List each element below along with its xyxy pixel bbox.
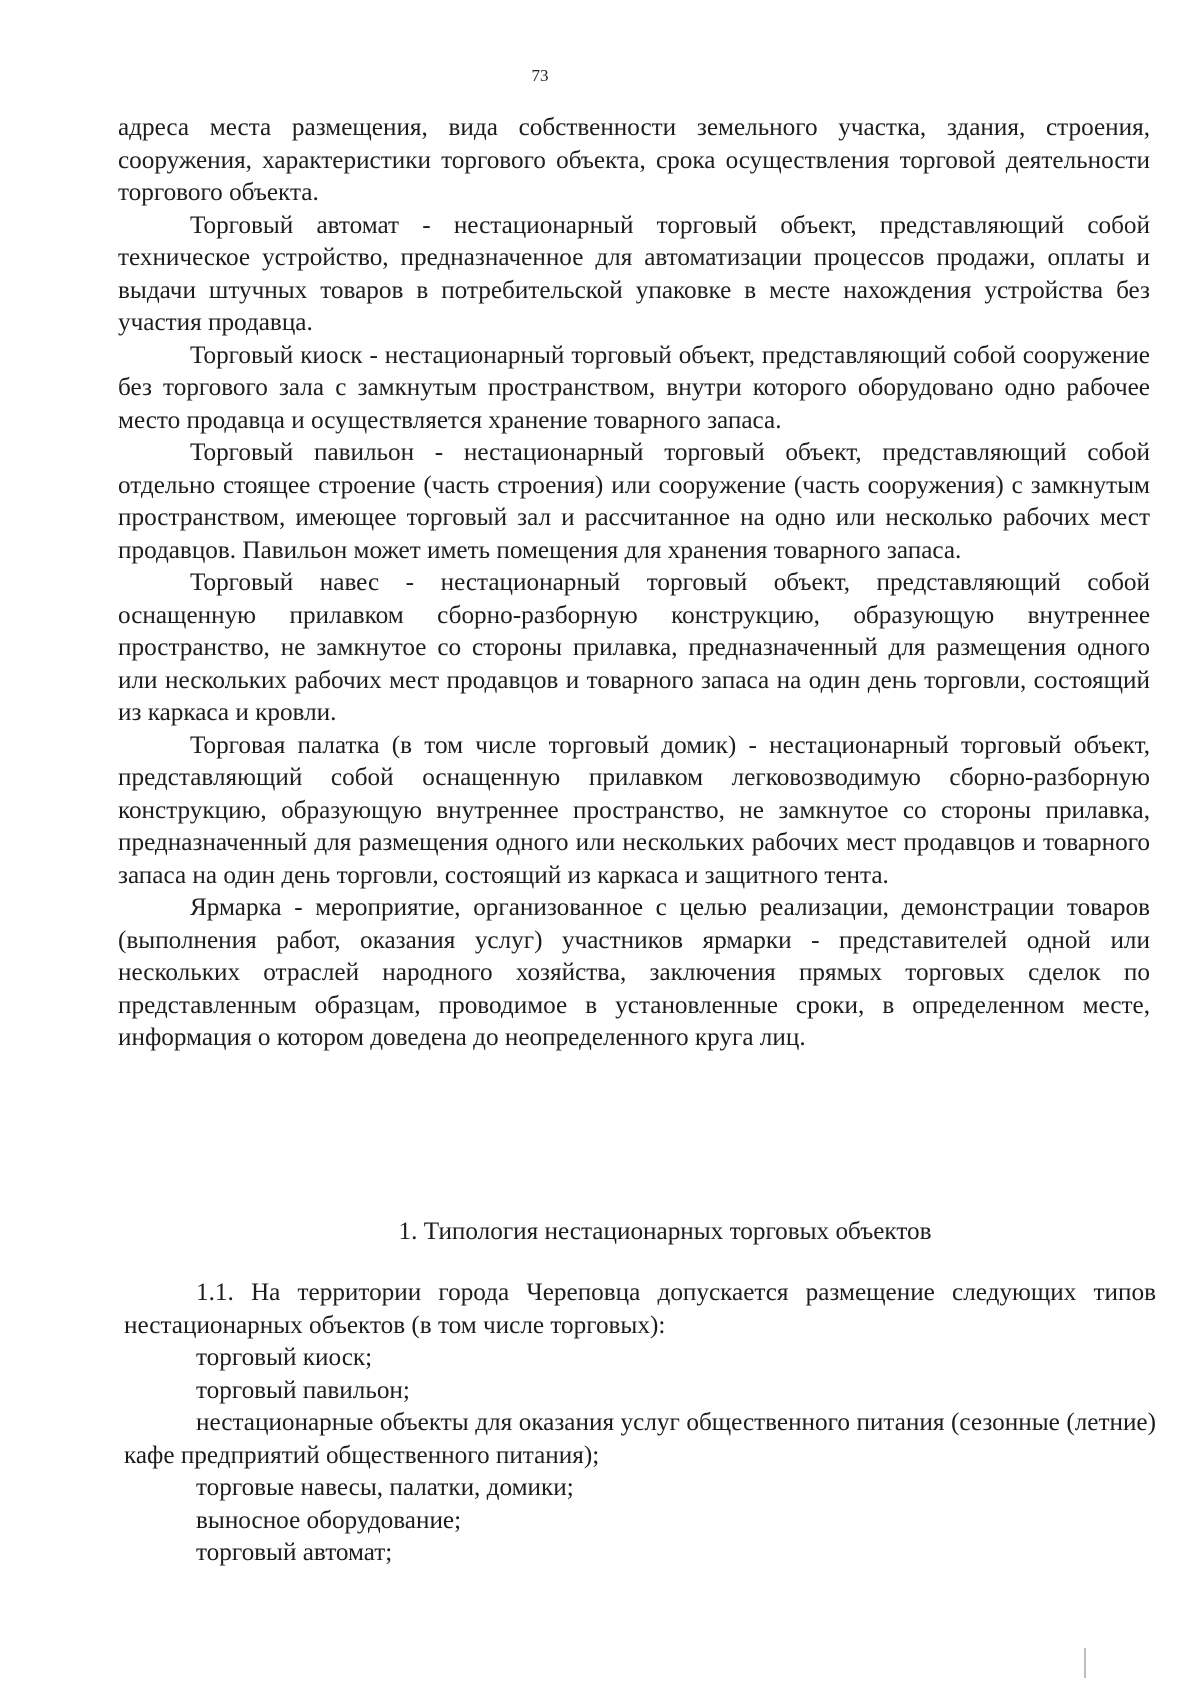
paragraph-fair: Ярмарка - мероприятие, организованное с целью реализации, демонстрации товаров (выполнения работ, оказания услуг) участников ярмарки - представителей одной или нескольких отраслей народного хозяйства, заключения прямых торговых сделок по представленным образцам, проводимое в установленные сроки, в определенном месте, информация о котором доведена до неопределенного круга лиц. (118, 894, 1150, 1051)
list-item: торговый киоск; (196, 1344, 373, 1371)
definitions-text (118, 112, 1150, 1055)
paragraph-trade-machine: Торговый автомат - нестационарный торговый объект, представляющий собой техническое устройство, предназначенное для автоматизации процессов продажи, оплаты и выдачи штучных товаров в потребительской упаковке в месте нахождения устройства без участия продавца. (118, 211, 1150, 336)
paragraph-trade-kiosk: Торговый киоск - нестационарный торговый объект, представляющий собой сооружение без торгового зала с замкнутым пространством, внутри которого оборудовано одно рабочее место продавца и осуществляется хранение товарного запаса. (118, 341, 1150, 434)
scan-artifact (1084, 1648, 1086, 1678)
page-number: 73 (531, 66, 549, 85)
list-item: торговые навесы, палатки, домики; (196, 1474, 574, 1501)
paragraph-continuation: адреса места размещения, вида собственности земельного участка, здания, строения, сооружения, характеристики торгового объекта, срока осуществления торговой деятельности торгового объекта. (118, 114, 1150, 206)
list-item: выносное оборудование; (196, 1506, 462, 1534)
section-content (124, 1277, 1156, 1570)
list-item: нестационарные объекты для оказания услуг общественного питания (сезонные (летние) кафе предприятий общественного питания); (124, 1409, 1156, 1469)
paragraph-trade-pavilion: Торговый павильон - нестационарный торговый объект, представляющий собой отдельно стоящее строение (часть строения) или сооружение (часть сооружения) с замкнутым пространством, имеющее торговый зал и рассчитанное на одно или несколько рабочих мест продавцов. Павильон может иметь помещения для хранения товарного запаса. (118, 439, 1150, 564)
paragraph-trade-canopy: Торговый навес - нестационарный торговый объект, представляющий собой оснащенную прилавком сборно-разборную конструкцию, образующую внутреннее пространство, не замкнутое со стороны прилавка, предназначенный для размещения одного или нескольких рабочих мест продавцов и товарного запаса на один день торговли, состоящий из каркаса и кровли. (118, 569, 1150, 726)
paragraph-trade-tent: Торговая палатка (в том числе торговый домик) - нестационарный торговый объект, представляющий собой оснащенную прилавком легковозводимую сборно-разборную конструкцию, образующую внутреннее пространство, не замкнутое со стороны прилавка, предназначенный для размещения одного или нескольких рабочих мест продавцов и товарного запаса на один день торговли, состоящий из каркаса и защитного тента. (118, 731, 1150, 889)
section-intro: 1.1. На территории города Череповца допускается размещение следующих типов нестационарных объектов (в том числе торговых): (124, 1279, 1156, 1339)
list-item: торговый павильон; (196, 1376, 410, 1404)
list-item: торговый автомат; (196, 1539, 393, 1566)
section-heading: 1. Типология нестационарных торговых объектов (398, 1218, 932, 1245)
